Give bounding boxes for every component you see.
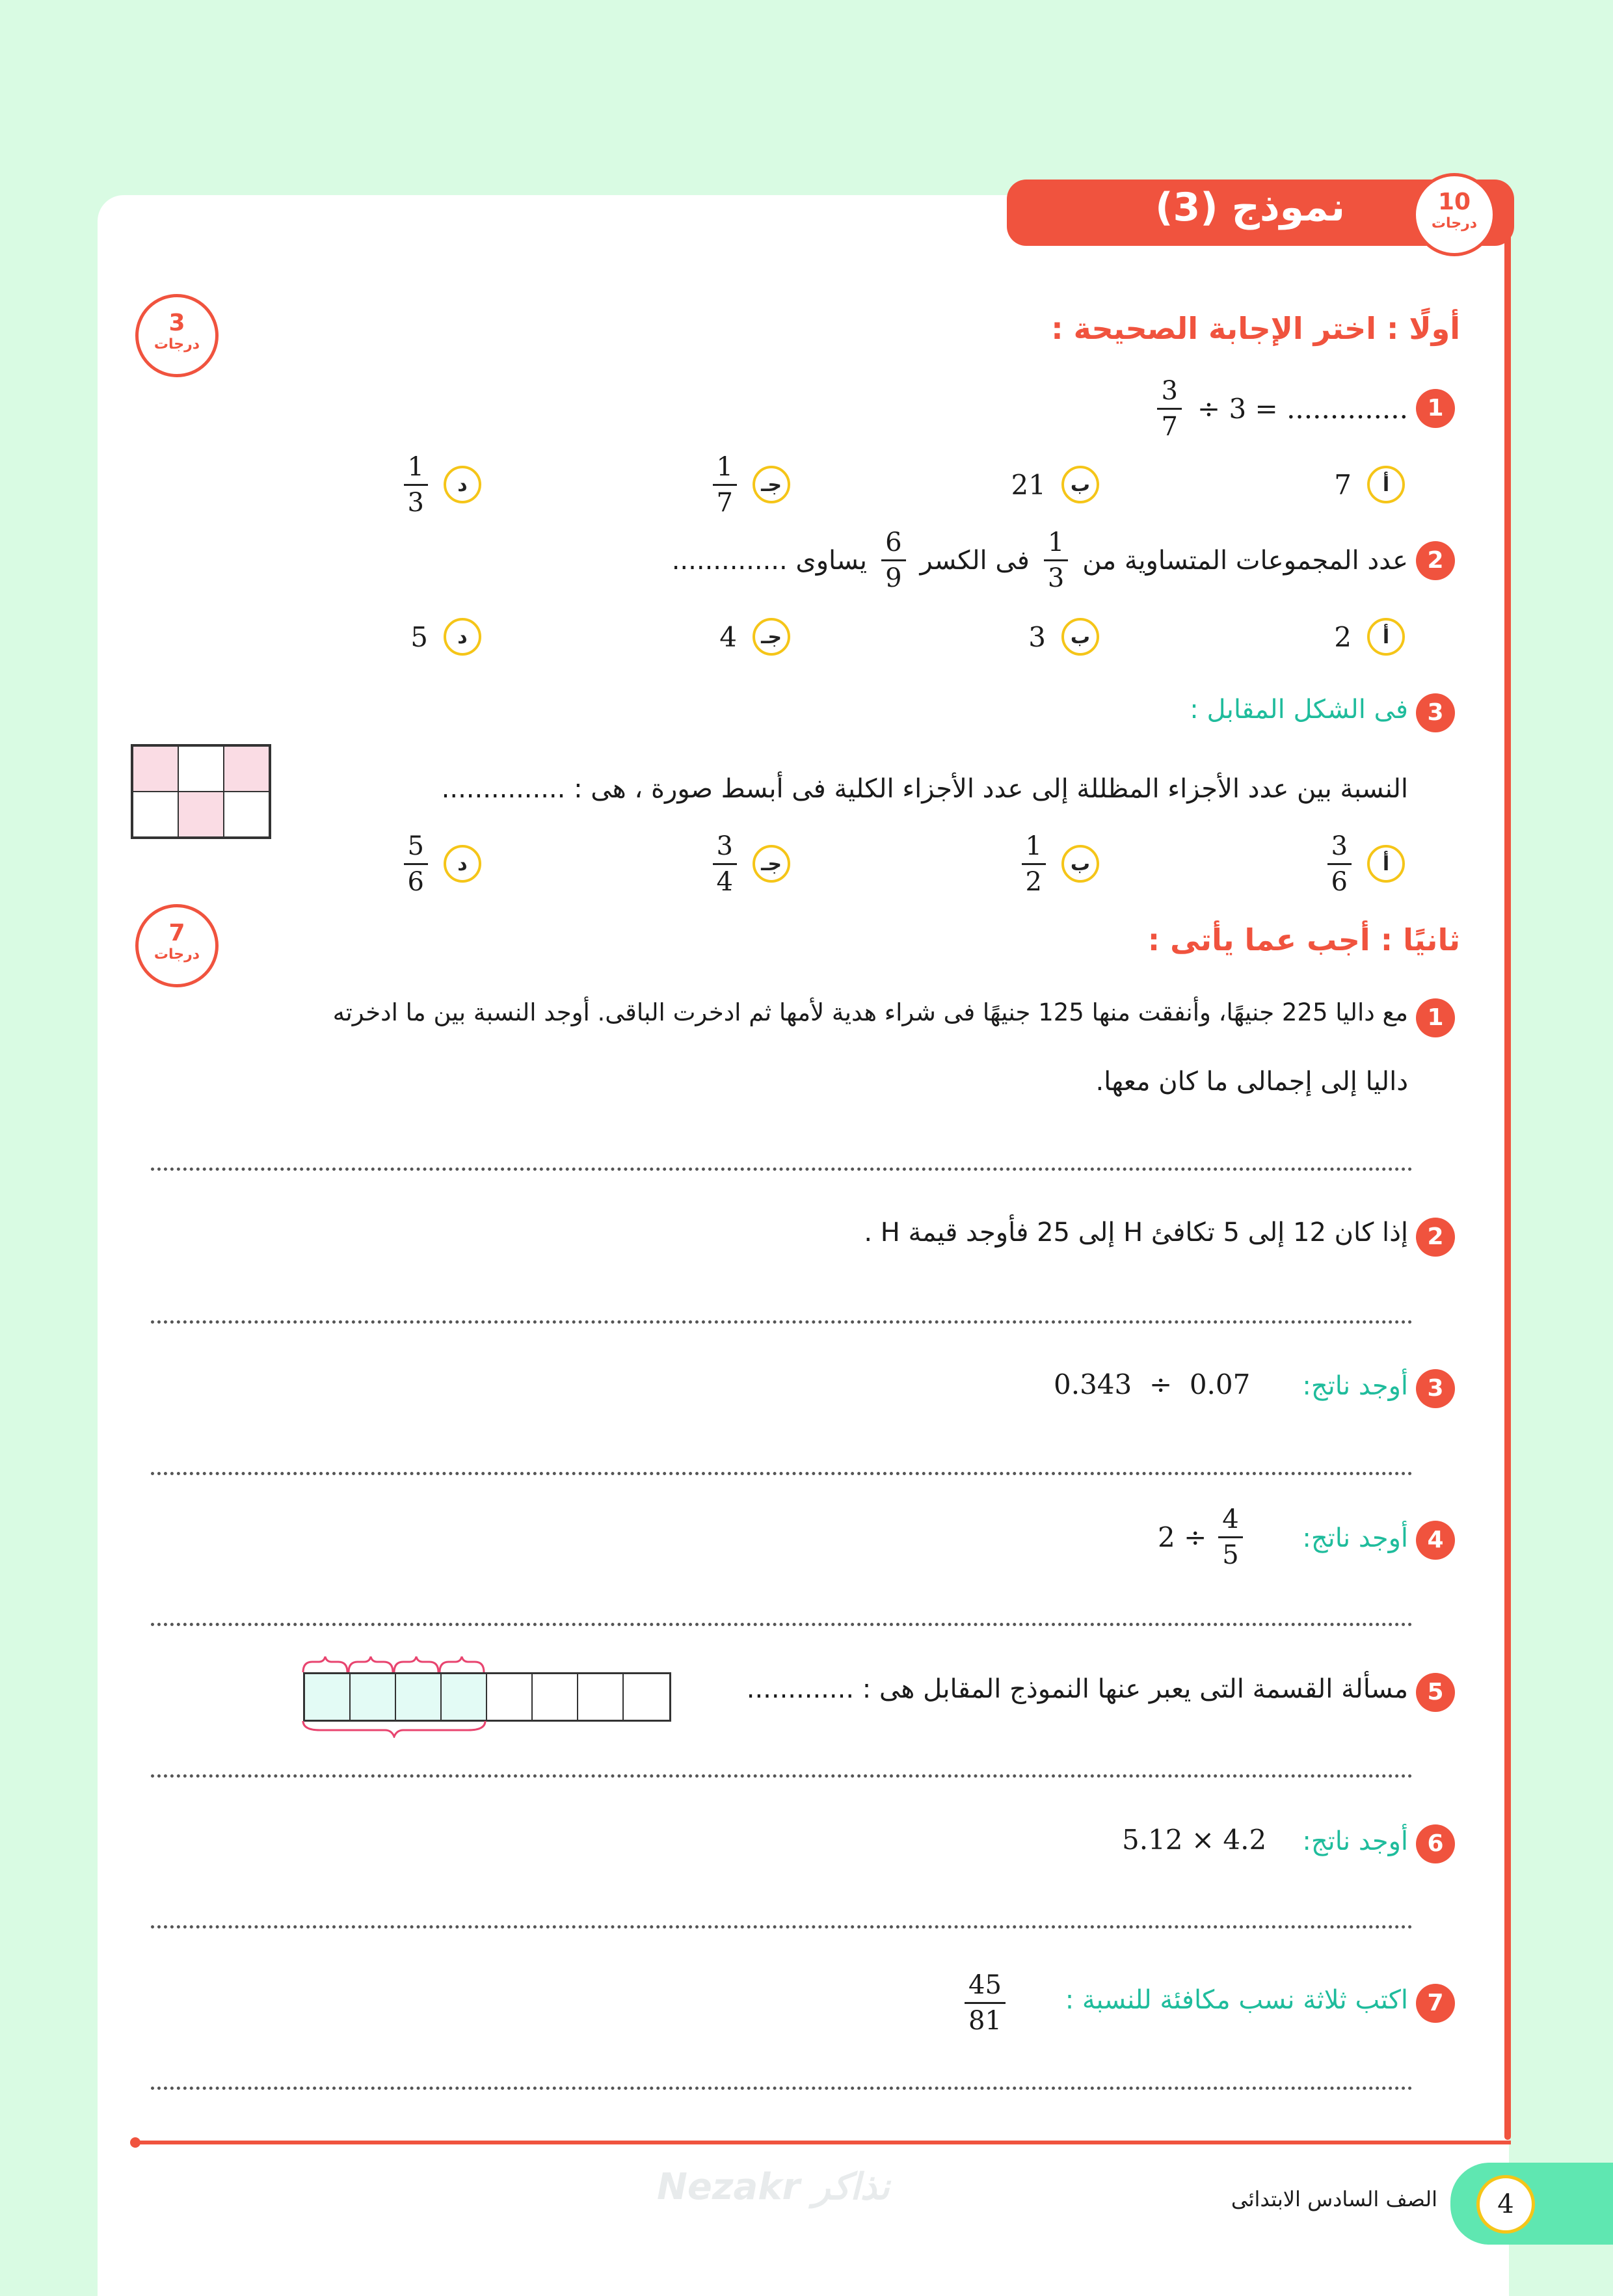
answer-line[interactable] [151,1320,1413,1324]
q3-option-c[interactable] [713,831,790,896]
answer-line[interactable] [151,1925,1413,1929]
nezakr-watermark: Nezakr نذاكر [657,2166,890,2208]
q3-title: فى الشكل المقابل : [1190,695,1408,725]
model-cell-shaded [442,1674,487,1720]
shaded-grid-figure [131,744,271,839]
section2-score-number: 7 [168,920,185,946]
q2-option-d-value: 5 [410,621,428,653]
q1-fraction-numerator: 3 [1157,374,1181,410]
s2-q3-label: أوجد ناتج: [1302,1371,1408,1401]
q1-option-a[interactable] [1334,452,1405,517]
q1-option-b-value: 21 [1011,468,1046,501]
q2-option-b[interactable] [1028,604,1099,669]
q2-option-a-letter: أ [1367,618,1405,656]
q3-option-a-fraction [1327,829,1352,899]
answer-line[interactable] [151,2087,1413,2090]
q3-option-d[interactable] [404,831,481,896]
q3-option-a[interactable] [1327,831,1405,896]
q2-fraction-1-numerator: 1 [1044,526,1068,561]
q2-text-b: فى الكسر [920,545,1030,576]
q1-option-a-value: 7 [1334,468,1352,501]
footer-grade-label: الصف السادس الابتدائى [1231,2187,1437,2211]
q3-option-c-fraction [713,829,737,899]
q2-option-b-value: 3 [1028,621,1046,653]
q3-option-b-letter: ب [1061,845,1099,883]
s2-q1-line2: داليا إلى إجمالى ما كان معها. [1095,1067,1408,1097]
page-number: 4 [1476,2175,1535,2234]
q2-text-a: عدد المجموعات المتساوية من [1082,545,1408,576]
answer-line[interactable] [151,1168,1413,1171]
grid-cell-shaded [224,746,269,792]
answer-line[interactable] [151,1623,1413,1626]
q3-option-b-denominator: 2 [1025,866,1042,897]
q3-option-c-letter: جـ [753,845,790,883]
s2-q6-label: أوجد ناتج: [1302,1826,1408,1856]
q2-option-a-value: 2 [1334,621,1352,653]
q1-option-a-letter: أ [1367,466,1405,503]
q1-option-b[interactable] [1011,452,1099,517]
q2-option-c-letter: جـ [753,618,790,656]
q3-option-d-letter: د [444,845,481,883]
model-bottom-brace [300,1718,489,1738]
s2-q4-denominator: 5 [1222,1540,1239,1570]
model-cell-shaded [396,1674,442,1720]
s2-q2-number-badge: 2 [1416,1218,1455,1257]
s2-q6-expression: 5.12 × 4.2 [1122,1824,1267,1856]
q3-option-a-denominator: 6 [1331,866,1348,897]
page-frame-dot [130,2137,140,2148]
q2-option-a[interactable] [1334,604,1405,669]
s2-q4-label: أوجد ناتج: [1302,1523,1408,1553]
q1-option-c-fraction [713,450,737,520]
q2-fraction-2-denominator: 9 [885,563,902,593]
q3-option-c-numerator: 3 [713,829,737,865]
grid-cell [133,792,178,837]
model-cell-shaded [351,1674,396,1720]
total-score-badge [1413,173,1496,256]
s2-q4-fraction [1218,1502,1242,1572]
q2-fraction-2-numerator: 6 [881,526,905,561]
grid-cell-shaded [178,792,224,837]
q2-option-d-letter: د [444,618,481,656]
section1-title: أولًا : اختر الإجابة الصحيحة : [1051,311,1460,346]
q1-fraction [1157,374,1181,444]
grid-cell [224,792,269,837]
q3-option-a-letter: أ [1367,845,1405,883]
model-cell [578,1674,624,1720]
q1-number-badge: 1 [1416,389,1455,428]
model-cell [487,1674,533,1720]
section2-title: ثانيًا : أجب عما يأتى : [1147,922,1460,957]
model-title: نموذج (3) [1155,185,1345,230]
s2-q7-label: اكتب ثلاثة نسب مكافئة للنسبة : [1065,1985,1408,2015]
total-score-unit: درجات [1431,215,1478,232]
answer-line[interactable] [151,1774,1413,1778]
q1-option-b-letter: ب [1061,466,1099,503]
s2-q7-fraction [965,1968,1006,2038]
q1-option-c[interactable] [713,452,790,517]
s2-q3-expression: 0.343 ÷ 0.07 [1054,1368,1251,1400]
q3-option-b[interactable] [1022,831,1099,896]
s2-q4-lhs: 2 ÷ [1158,1521,1207,1553]
q2-option-b-letter: ب [1061,618,1099,656]
s2-q7-number-badge: 7 [1416,1984,1455,2023]
q2-text [672,526,1408,595]
q1-expression-text: ÷ 3 = .............. [1197,393,1408,425]
section2-score-unit: درجات [153,946,200,963]
s2-q3-number-badge: 3 [1416,1369,1455,1408]
s2-q1-line1: مع داليا 225 جنيهًا، وأنفقت منها 125 جنيهًا فى شراء هدية لأمها ثم ادخرت الباقى. أوجد النسبة بين ما ادخرته [332,998,1408,1026]
s2-q4-expression [1158,1502,1243,1572]
model-cell-shaded [305,1674,351,1720]
model-cell [533,1674,578,1720]
q3-option-c-denominator: 4 [716,866,733,897]
s2-q1-number-badge: 1 [1416,998,1455,1037]
q2-option-d[interactable] [410,604,481,669]
s2-q5-text: مسألة القسمة التى يعبر عنها النموذج المقابل هى : ............. [746,1674,1408,1704]
q2-text-c: يساوى .............. [671,545,868,576]
q2-option-c[interactable] [719,604,790,669]
section1-score-unit: درجات [153,336,200,353]
model-cell [624,1674,669,1720]
total-score-number: 10 [1437,189,1471,215]
q3-option-d-denominator: 6 [407,866,424,897]
grid-cell [178,746,224,792]
q1-option-d[interactable] [404,452,481,517]
page-frame-right [1504,215,1511,2140]
q3-option-a-numerator: 3 [1327,829,1352,865]
q3-option-d-numerator: 5 [404,829,428,865]
q1-option-c-letter: جـ [753,466,790,503]
s2-q7-numerator: 45 [965,1968,1006,2004]
q2-option-c-value: 4 [719,621,737,653]
s2-q6-number-badge: 6 [1416,1824,1455,1863]
q3-option-b-fraction [1022,829,1046,899]
section1-score-number: 3 [168,310,185,336]
q1-option-d-fraction [404,450,428,520]
q1-option-d-numerator: 1 [404,450,428,486]
s2-q4-number-badge: 4 [1416,1521,1455,1560]
s2-q7-denominator: 81 [968,2006,1002,2036]
q1-option-c-denominator: 7 [716,487,733,518]
q1-option-d-denominator: 3 [407,487,424,518]
q1-option-c-numerator: 1 [713,450,737,486]
q1-expression [1157,374,1408,444]
q3-text: النسبة بين عدد الأجزاء المظللة إلى عدد الأجزاء الكلية فى أبسط صورة ، هى : ............... [441,774,1408,804]
division-model-strip [303,1672,671,1722]
s2-q2-text: إذا كان 12 إلى 5 تكافئ H إلى 25 فأوجد قيمة H . [864,1218,1408,1248]
q2-fraction-2 [881,526,905,595]
page-frame-bottom [133,2141,1511,2144]
q3-number-badge: 3 [1416,693,1455,732]
grid-cell-shaded [133,746,178,792]
q3-option-d-fraction [404,829,428,899]
q1-fraction-denominator: 7 [1161,412,1178,442]
answer-line[interactable] [151,1472,1413,1475]
section2-score-badge [135,904,219,987]
section1-score-badge [135,294,219,377]
q2-fraction-1 [1044,526,1068,595]
q1-option-d-letter: د [444,466,481,503]
q2-fraction-1-denominator: 3 [1047,563,1065,593]
q2-number-badge: 2 [1416,541,1455,580]
s2-q5-number-badge: 5 [1416,1673,1455,1712]
s2-q4-numerator: 4 [1218,1502,1242,1538]
q3-option-b-numerator: 1 [1022,829,1046,865]
